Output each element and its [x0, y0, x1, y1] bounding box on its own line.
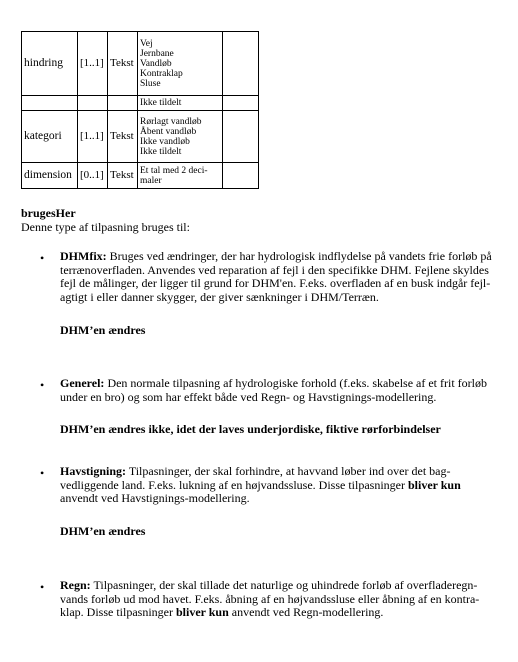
bullet-term: Generel: [60, 376, 105, 390]
value-line: maler [140, 175, 162, 186]
text-line: Tilpasninger, der skal forhindre, at havvand løber ind over det bag- [128, 464, 451, 478]
text-line: fejl de målinger, der ligger til grund for DHM'en. F.eks. overfladen af en busk indgår fejl- [60, 276, 491, 290]
table-cell-values [138, 32, 223, 96]
value-line: Ikke vandløb [140, 136, 190, 147]
value-line: Ikke tildelt [140, 146, 182, 157]
text-line: under en bro) og som har effekt både ved Regn- og Havstignings-modellering. [60, 389, 437, 404]
text-line: Den normale tilpasning af hydrologiske forhold (f.eks. skabelse af et frit forløb [107, 376, 487, 390]
value-line: Åbent vandløb [140, 126, 197, 137]
text-line: klap. Disse tilpasninger [60, 605, 173, 619]
bullet-term: DHMfix: [60, 249, 107, 263]
value-line: Et tal med 2 deci- [140, 165, 208, 176]
value-line: Sluse [140, 78, 161, 89]
text-line: Tilpasninger, der skal tillade det naturlige og uhindrede forløb af overfladeregn- [93, 578, 478, 592]
bullet-term: Regn: [60, 578, 91, 592]
bullet-marker: • [40, 466, 45, 480]
emphasis: bliver kun [175, 605, 229, 619]
value-line: Vej [140, 38, 153, 49]
table-cell-type: Tekst [108, 111, 138, 163]
value-line: Rørlagt vandløb [140, 116, 202, 127]
table-cell-multiplicity: [1..1] [78, 32, 108, 96]
text-line: anvendt ved Regn-modellering. [231, 605, 384, 619]
table-cell-type: Tekst [108, 32, 138, 96]
text-line: agtigt i eller danner skygger, der giver sænkninger i DHM/Terræn. [60, 289, 379, 304]
table-cell-multiplicity [78, 96, 108, 111]
bullet-text-dhmfix [60, 250, 496, 304]
table-cell-values [138, 96, 223, 111]
table-cell-name: hindring [22, 32, 78, 96]
text-line: anvendt ved Havstignings-modellering. [60, 491, 250, 505]
bullet-text-havstigning [60, 465, 496, 506]
table-cell-type: Tekst [108, 163, 138, 189]
table-row [22, 96, 259, 111]
section-intro: Denne type af tilpasning bruges til: [21, 220, 190, 234]
table-cell-name: dimension [22, 163, 78, 189]
table-row [22, 111, 259, 163]
bullet-note: DHM’en ændres [60, 323, 146, 337]
text-line: Bruges ved ændringer, der har hydrologisk indflydelse på vandets frie forløb på [109, 249, 492, 263]
text-line: vands forløb ud mod havet. F.eks. åbning af en højvandssluse eller åbning af en kontra- [60, 591, 480, 606]
text-line: terrænoverfladen. Anvendes ved reparation af fejl i den specifikke DHM. Fejlene skyldes [60, 262, 489, 277]
table-cell-empty [223, 163, 259, 189]
table-cell-type [108, 96, 138, 111]
section-heading: brugesHer [21, 206, 76, 220]
value-line: Kontraklap [140, 68, 183, 79]
table-cell-values [138, 111, 223, 163]
value-line: Ikke tildelt [140, 98, 182, 108]
bullet-marker: • [40, 580, 45, 594]
table-row [22, 32, 259, 96]
bullet-marker: • [40, 251, 45, 265]
table-cell-name: kategori [22, 111, 78, 163]
text-line: vedliggende land. F.eks. lukning af en højvandssluse. Disse tilpasninger [60, 477, 405, 492]
bullet-term: Havstigning: [60, 464, 127, 478]
bullet-marker: • [40, 378, 45, 392]
table-cell-multiplicity: [1..1] [78, 111, 108, 163]
table-cell-values [138, 163, 223, 189]
table-cell-multiplicity: [0..1] [78, 163, 108, 189]
bullet-text-generel [60, 377, 496, 404]
attribute-table [21, 31, 259, 189]
table-cell-empty [223, 32, 259, 96]
table-cell-empty [223, 111, 259, 163]
bullet-note: DHM’en ændres [60, 524, 146, 538]
table-cell-name [22, 96, 78, 111]
emphasis: bliver kun [407, 477, 461, 492]
table-cell-empty [223, 96, 259, 111]
value-line: Vandløb [140, 58, 172, 69]
bullet-text-regn [60, 579, 496, 620]
table-row [22, 163, 259, 189]
value-line: Jernbane [140, 48, 174, 59]
bullet-note: DHM’en ændres ikke, idet der laves underjordiske, fiktive rørforbindelser [60, 422, 441, 436]
